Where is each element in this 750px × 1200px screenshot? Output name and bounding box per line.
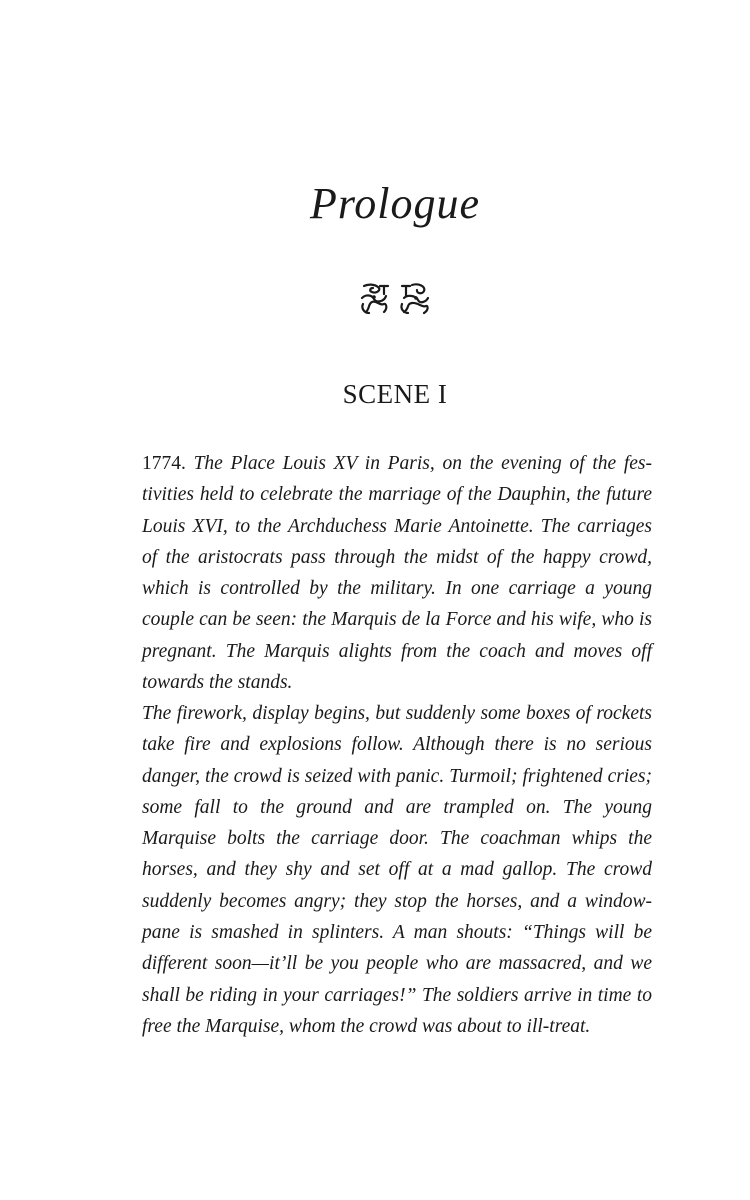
scene-heading: SCENE I [342, 379, 448, 409]
paragraph-2: The firework, display begins, but suddenly some boxes of rockets take fire and explosions follow. Although there is no serious danger, the crowd is seized with panic. Turmoil; frightened cries; some fall to the ground and are trampled on. The young Marquise bolts the carriage door. The coachman whips the horses, and they shy and set off at a mad gallop. The crowd suddenly becomes angry; they stop the horses, and a window-pane is smashed in splinters. A man shouts: “Things will be different soon—it’ll be you people who are massacred, and we shall be riding in your carriages!” The soldiers arrive in time to free the Marquise, whom the crowd was about to ill-treat. [142, 703, 652, 1037]
fleuron-ornament-icon [358, 282, 432, 316]
paragraph-1-year: 1774. [142, 453, 186, 474]
chapter-title: Prologue [309, 179, 481, 228]
paragraph-1 [142, 448, 652, 698]
paragraph-1-text: The Place Louis XV in Paris, on the evening of the festivities held to celebrate the marriage of the Dauphin, the future Louis XVI, to the Archduchess Marie Antoinette. The carriages of the aristocrats pass through the midst of the happy crowd, which is controlled by the military. In one carriage a young couple can be seen: the Marquis de la Force and his wife, who is pregnant. The Marquis alights from the coach and moves off towards the stands. [142, 453, 652, 694]
